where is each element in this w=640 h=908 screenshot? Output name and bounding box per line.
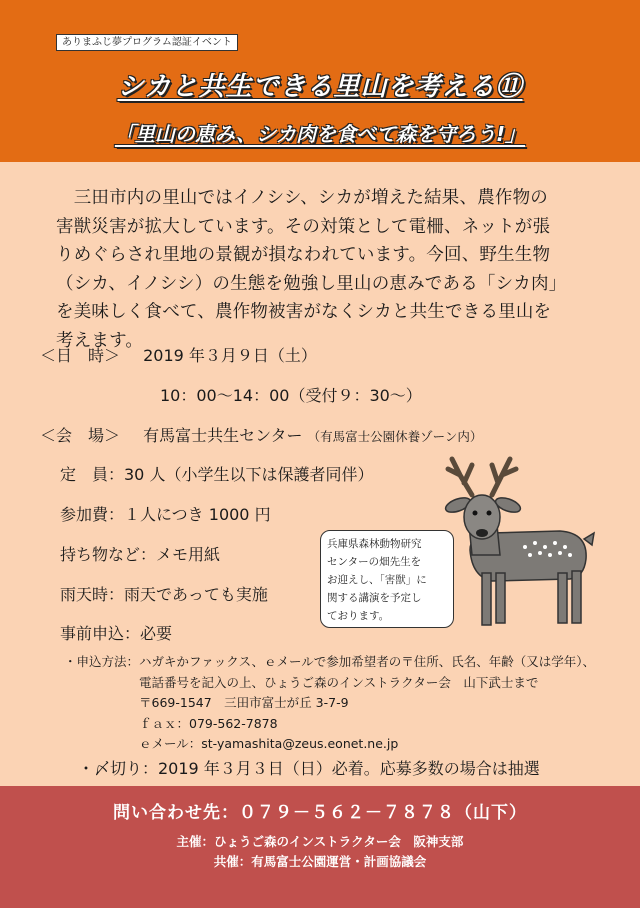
co-organizer: 共催：有馬富士公園運営・計画協議会 (213, 854, 427, 869)
intro-line: 考えます。 (56, 330, 144, 351)
application-info (64, 652, 595, 755)
intro-line: を美味しく食べて、農作物被害がなくシカと共生できる里山を (56, 302, 552, 323)
page-title: シカと共生できる里山を考える⑪ (117, 72, 523, 102)
event-time: 10：00～14：00（受付９：30～） (160, 386, 422, 405)
deer-illustration (430, 455, 600, 630)
bubble-line: 兵庫県森林動物研究 (327, 538, 422, 550)
venue-note: （有馬富士公園休養ゾーン内） (307, 429, 483, 444)
apply-line: ・申込方法：ハガキかファックス、ｅメールで参加希望者の〒住所、氏名、年齢（又は学年）、 (64, 654, 596, 669)
bubble-line: お迎えし、「害獣」に (327, 574, 427, 586)
apply-line: 電話番号を記入の上、ひょうご森のインストラクター会 山下武士まで (64, 674, 539, 690)
intro-line: 害獣災害が拡大しています。その対策として電柵、ネットが張 (56, 216, 551, 237)
belongings: 持ち物など：メモ用紙 (60, 545, 221, 564)
fee: 参加費：１人につき 1000 円 (60, 505, 271, 524)
intro-line: 三田市内の里山ではイノシシ、シカが増えた結果、農作物の (56, 188, 549, 208)
rain-policy: 雨天時：雨天であっても実施 (60, 585, 268, 604)
page-subtitle: 「里山の恵み、シカ肉を食べて森を守ろう!」 (114, 122, 526, 146)
apply-line: ｅメール：st-yamashita@zeus.eonet.ne.jp (64, 736, 399, 751)
apply-line: ｆａｘ：079-562-7878 (64, 715, 278, 731)
apply-line: 〒669-1547 三田市富士が丘 3-7-9 (64, 695, 349, 710)
datetime-row (40, 343, 317, 366)
bubble-line: 関する講演を予定し (327, 592, 422, 604)
datetime-label: ＜日 時＞ (40, 346, 121, 365)
venue-name: 有馬富士共生センター (143, 426, 303, 445)
bubble-line: ております。 (327, 610, 390, 622)
capacity: 定 員：30 人（小学生以下は保護者同伴） (60, 465, 374, 484)
contact-phone: 問い合わせ先：０７９－５６２－７８７８（山下） (113, 803, 527, 823)
bubble-line: センターの畑先生を (327, 556, 422, 568)
intro-line: りめぐらされ里地の景観が損なわれています。今回、野生生物 (56, 245, 551, 266)
event-date: 2019 年３月９日（土） (143, 346, 317, 365)
deadline: ・〆切り：2019 年３月３日（日）必着。応募多数の場合は抽選 (78, 759, 540, 778)
footer-banner (0, 786, 640, 908)
intro-paragraph (56, 184, 616, 356)
registration-required: 事前申込：必要 (60, 624, 173, 643)
program-tag: ありまふじ夢プログラム認証イベント (56, 34, 238, 51)
organizer: 主催：ひょうご森のインストラクター会 阪神支部 (176, 834, 464, 849)
venue-label: ＜会 場＞ (40, 426, 121, 445)
venue-row (40, 423, 482, 446)
header-banner (0, 0, 640, 162)
intro-line: （シカ、イノシシ）の生態を勉強し里山の恵みである「シカ肉」 (56, 273, 567, 294)
